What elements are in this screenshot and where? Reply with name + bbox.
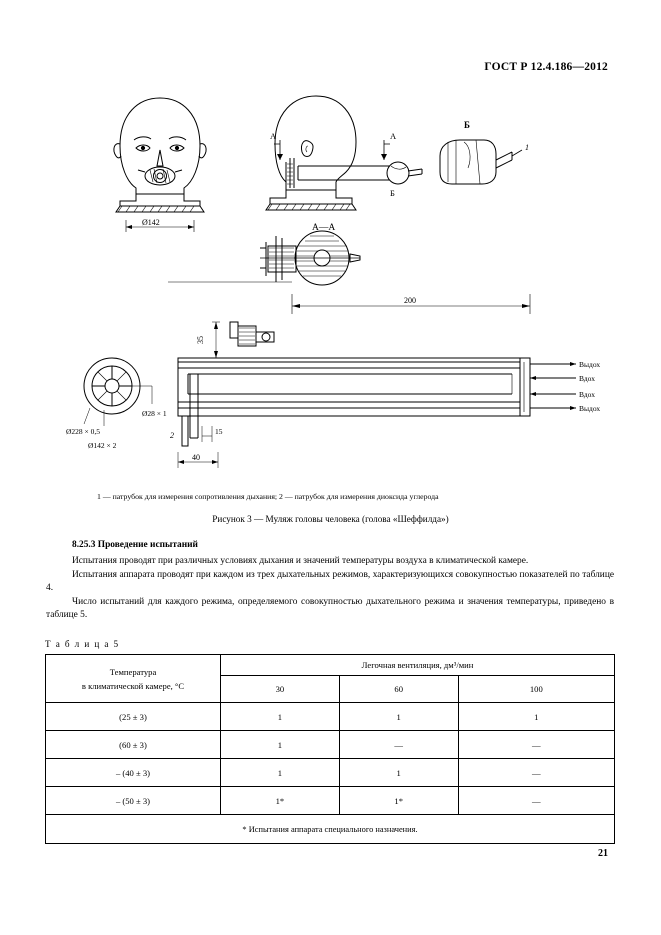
label-dim-40: 40 xyxy=(192,453,200,462)
table-footnote-row xyxy=(46,815,615,844)
header-temperature-line1: Температура xyxy=(109,666,157,677)
header-temperature-line2: в климатической камере, °С xyxy=(81,680,185,691)
cell-value-60: — xyxy=(339,731,458,759)
label-dim-35: 35 xyxy=(196,336,205,344)
cell-temperature: (60 ± 3) xyxy=(46,731,221,759)
table-row xyxy=(46,759,615,787)
cell-value-100: — xyxy=(458,759,614,787)
cell-value-60: 1* xyxy=(339,787,458,815)
table-5-label: Т а б л и ц а 5 xyxy=(45,639,120,649)
label-callout-2: 2 xyxy=(170,431,174,440)
table-row xyxy=(46,703,615,731)
label-flow-exhale-1: Выдох xyxy=(579,360,601,369)
paragraph-3: Число испытаний для каждого режима, определяемого совокупностью дыхательного режима и значения температуры, приведено в таблице 5. xyxy=(46,596,614,621)
label-flow-inhale-2: Вдох xyxy=(579,390,595,399)
paragraph-1: Испытания проводят при различных условиях дыхания и значений температуры воздуха в климатической камере. xyxy=(72,556,529,566)
header-col-100: 100 xyxy=(458,676,614,703)
header-col-30: 30 xyxy=(221,676,340,703)
table-header-row-1 xyxy=(46,655,615,676)
cell-value-100: — xyxy=(458,787,614,815)
table-footnote: * Испытания аппарата специального назначения. xyxy=(46,815,615,844)
cell-value-60: 1 xyxy=(339,703,458,731)
section-a-a-view xyxy=(260,231,360,285)
label-flow-inhale-1: Вдох xyxy=(579,374,595,383)
figure-note: 1 — патрубок для измерения сопротивления дыхания; 2 — патрубок для измерения диоксида углерода xyxy=(97,492,439,501)
standard-header: ГОСТ Р 12.4.186—2012 xyxy=(484,61,608,73)
head-side-view xyxy=(266,96,422,210)
table-row xyxy=(46,731,615,759)
label-arrow-a-left: А xyxy=(270,131,277,141)
cell-value-30: 1 xyxy=(221,703,340,731)
label-flow-exhale-2: Выдох xyxy=(579,404,601,413)
head-front-view xyxy=(114,98,206,232)
header-temperature xyxy=(46,655,221,703)
figure-3-technical-drawing xyxy=(60,86,605,506)
table-5 xyxy=(45,654,615,844)
page-number: 21 xyxy=(598,848,608,859)
cell-value-100: 1 xyxy=(458,703,614,731)
label-callout-1: 1 xyxy=(525,143,529,152)
cell-value-30: 1 xyxy=(221,759,340,787)
part-b-detail xyxy=(440,140,522,184)
header-ventilation: Легочная вентиляция, дм³/мин xyxy=(221,655,615,676)
label-mark-b-small: Б xyxy=(390,188,395,198)
label-section-a-a: А—А xyxy=(312,223,336,233)
cell-value-100: — xyxy=(458,731,614,759)
cell-value-60: 1 xyxy=(339,759,458,787)
label-thread-228: Ø228 × 0,5 xyxy=(66,427,101,436)
cell-temperature: – (40 ± 3) xyxy=(46,759,221,787)
cell-value-30: 1 xyxy=(221,731,340,759)
header-col-60: 60 xyxy=(339,676,458,703)
cell-temperature: – (50 ± 3) xyxy=(46,787,221,815)
label-dim-15: 15 xyxy=(215,427,223,436)
label-thread-142: Ø142 × 2 xyxy=(88,441,117,450)
label-arrow-a-right: А xyxy=(390,131,397,141)
table-row xyxy=(46,787,615,815)
main-longitudinal-section xyxy=(84,282,576,468)
figure-title: Рисунок 3 — Муляж головы человека (голова «Шеффилда») xyxy=(212,514,449,524)
label-thread-28: Ø28 × 1 xyxy=(142,409,167,418)
label-dim-200: 200 xyxy=(404,296,416,305)
cell-value-30: 1* xyxy=(221,787,340,815)
section-body xyxy=(46,555,614,623)
paragraph-2: Испытания аппарата проводят при каждом из трех дыхательных режимов, характеризующихся совокупностью показателей по таблице 4. xyxy=(46,569,614,594)
label-head-diameter: Ø142 xyxy=(142,218,160,227)
cell-temperature: (25 ± 3) xyxy=(46,703,221,731)
section-heading: 8.25.3 Проведение испытаний xyxy=(72,540,198,550)
label-mark-b: Б xyxy=(464,120,470,130)
